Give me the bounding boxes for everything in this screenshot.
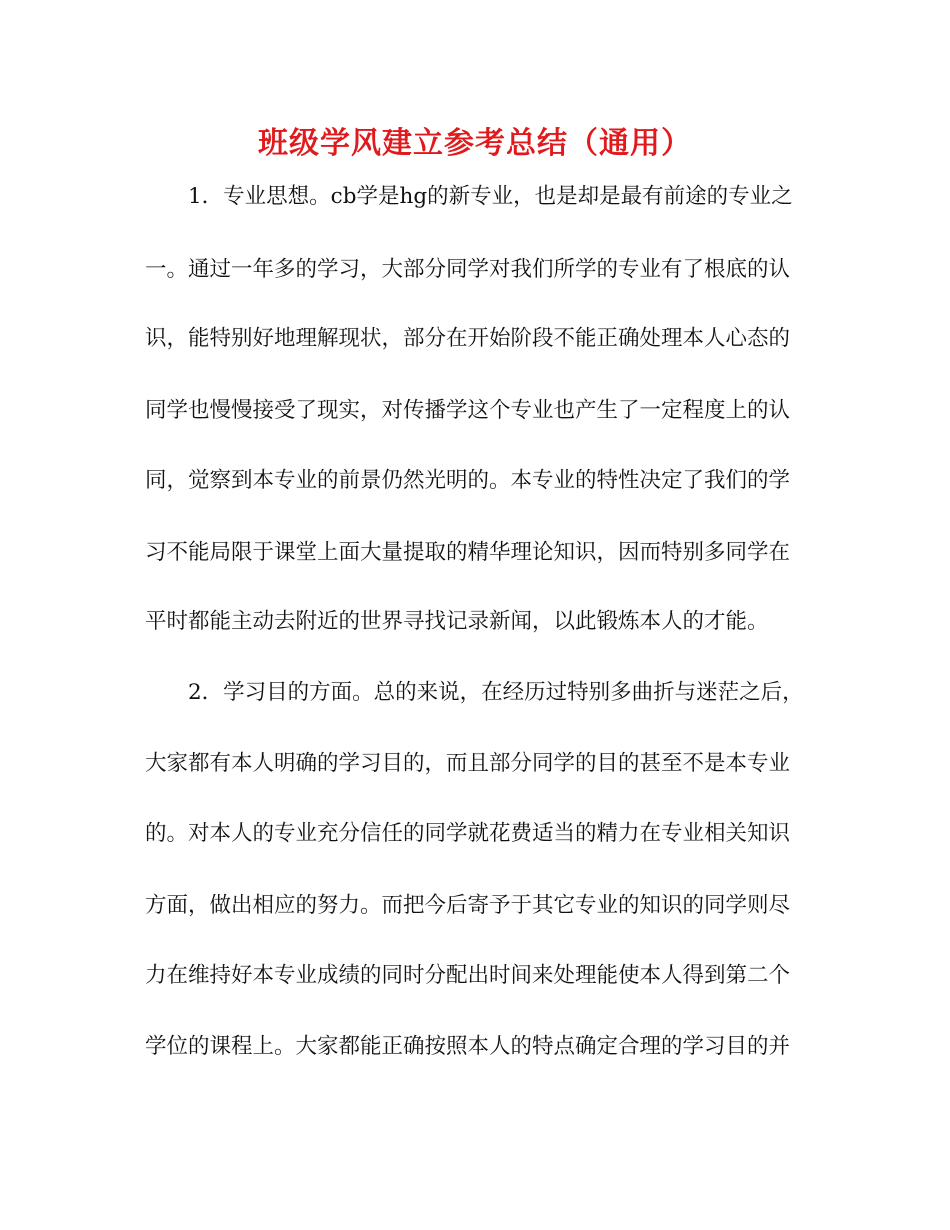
body-line-13: 学位的课程上。大家都能正确按照本人的特点确定合理的学习目的并 xyxy=(145,1034,791,1059)
body-line-12: 力在维持好本专业成绩的同时分配出时间来处理能使本人得到第二个 xyxy=(145,963,791,988)
body-line-6: 习不能局限于课堂上面大量提取的精华理论知识，因而特别多同学在 xyxy=(145,540,791,565)
body-line-4: 同学也慢慢接受了现实，对传播学这个专业也产生了一定程度上的认 xyxy=(145,398,791,423)
document-title: 班级学风建立参考总结（通用） xyxy=(258,126,692,161)
body-line-8: 2．学习目的方面。总的来说，在经历过特别多曲折与迷茫之后， xyxy=(188,680,804,705)
body-line-3: 识，能特别好地理解现状，部分在开始阶段不能正确处理本人心态的 xyxy=(145,326,791,351)
body-line-2: 一。通过一年多的学习，大部分同学对我们所学的专业有了根底的认 xyxy=(145,257,791,282)
body-line-7: 平时都能主动去附近的世界寻找记录新闻，以此锻炼本人的才能。 xyxy=(145,609,769,634)
body-line-5: 同，觉察到本专业的前景仍然光明的。本专业的特性决定了我们的学 xyxy=(145,468,791,493)
body-line-10: 的。对本人的专业充分信任的同学就花费适当的精力在专业相关知识 xyxy=(145,821,791,846)
body-line-1: 1．专业思想。cb学是hg的新专业，也是却是最有前途的专业之 xyxy=(188,184,793,209)
body-line-11: 方面，做出相应的努力。而把今后寄予于其它专业的知识的同学则尽 xyxy=(145,893,791,918)
body-line-9: 大家都有本人明确的学习目的，而且部分同学的目的甚至不是本专业 xyxy=(145,751,791,776)
